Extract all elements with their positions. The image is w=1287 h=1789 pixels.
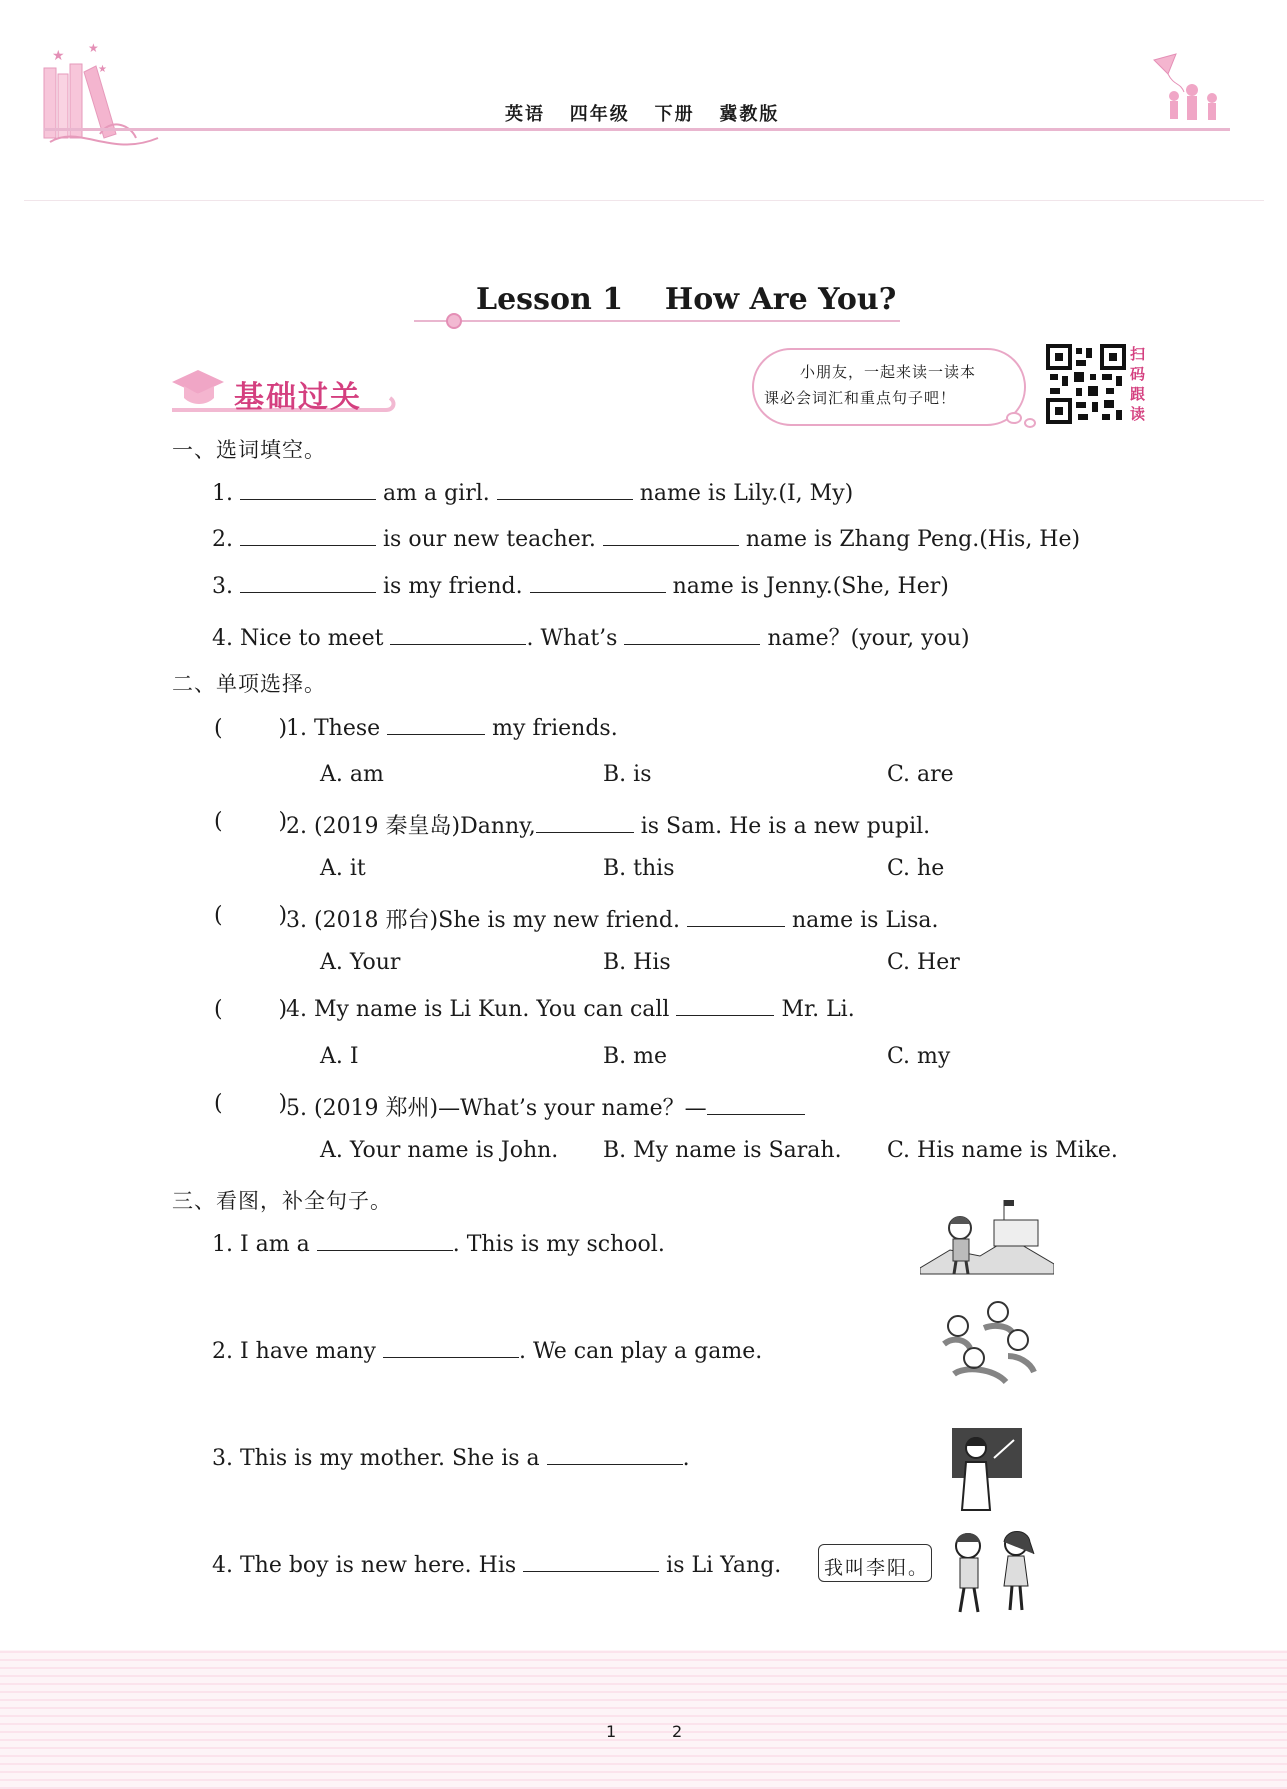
answer-blank (676, 1014, 774, 1016)
option-c[interactable]: C. His name is Mike. (887, 1138, 1118, 1163)
part3-item-3: 3. This is my mother. She is a . (212, 1446, 690, 1471)
bubble-tail (1006, 412, 1022, 424)
svg-text:★: ★ (52, 48, 65, 64)
answer-blank (687, 925, 785, 927)
answer-paren[interactable]: ( ) (214, 903, 288, 928)
boy-at-school-picture (920, 1198, 1054, 1278)
page-number-right: 2 (672, 1722, 683, 1741)
speech-bubble-text: 我叫李阳。 (824, 1557, 930, 1579)
answer-blank[interactable] (383, 1356, 519, 1358)
answer-blank[interactable] (523, 1570, 659, 1572)
answer-blank[interactable] (624, 643, 760, 645)
header-title: 英语 四年级 下册 冀教版 (505, 104, 780, 125)
header-books-decoration (40, 38, 170, 150)
answer-blank[interactable] (603, 544, 739, 546)
answer-blank[interactable] (530, 591, 666, 593)
option-b[interactable]: B. His (603, 950, 671, 975)
title-dot (446, 313, 462, 329)
page-number-left: 1 (606, 1722, 617, 1741)
bubble-text-line1: 小朋友，一起来读一读本 (800, 363, 977, 381)
part3-heading: 三、看图，补全句子。 (172, 1189, 392, 1213)
answer-blank[interactable] (240, 591, 376, 593)
part1-heading: 一、选词填空。 (172, 438, 326, 462)
boy-and-girl-picture (936, 1528, 1046, 1618)
option-a[interactable]: A. it (320, 856, 366, 881)
part2-heading: 二、单项选择。 (172, 672, 326, 696)
question-5-stem: 5. (2019 郑州)—What’s your name？— (286, 1091, 805, 1122)
svg-text:★: ★ (98, 64, 107, 75)
teacher-at-blackboard-picture (950, 1426, 1024, 1512)
header-rule (44, 128, 1230, 131)
page-footer (0, 1650, 1287, 1789)
bubble-tail (1024, 418, 1036, 428)
page-top-rule (24, 200, 1264, 201)
question-1-stem: 1. These my friends. (286, 716, 618, 741)
option-c[interactable]: C. Her (887, 950, 960, 975)
answer-blank (387, 733, 485, 735)
answer-blank (707, 1113, 805, 1115)
option-b[interactable]: B. this (603, 856, 675, 881)
option-b[interactable]: B. me (603, 1044, 668, 1069)
part3-item-2: 2. I have many . We can play a game. (212, 1339, 763, 1364)
option-c[interactable]: C. my (887, 1044, 951, 1069)
option-b[interactable]: B. is (603, 762, 652, 787)
svg-text:★: ★ (88, 41, 99, 55)
question-2-stem: 2. (2019 秦皇岛)Danny, is Sam. He is a new pupil. (286, 814, 931, 839)
answer-paren[interactable]: ( ) (214, 997, 288, 1022)
answer-blank[interactable] (497, 498, 633, 500)
qr-label: 扫码跟读 (1130, 345, 1146, 423)
option-c[interactable]: C. are (887, 762, 954, 787)
part1-item-4: 4. Nice to meet . What’s name？(your, you) (212, 626, 970, 651)
answer-paren[interactable]: ( ) (214, 1091, 288, 1116)
option-c[interactable]: C. he (887, 856, 945, 881)
answer-blank[interactable] (240, 498, 376, 500)
bubble-text-line2: 课必会词汇和重点句子吧！ (764, 389, 957, 407)
children-playing-picture (934, 1296, 1044, 1392)
answer-blank[interactable] (547, 1463, 683, 1465)
title-underline (414, 320, 900, 322)
part1-item-2: 2. is our new teacher. name is Zhang Peng.(His, He) (212, 527, 1081, 552)
header-kids-kite-icon (1150, 52, 1230, 132)
answer-paren[interactable]: ( ) (214, 716, 288, 741)
part3-item-1: 1. I am a . This is my school. (212, 1232, 665, 1257)
part1-item-1: 1. am a girl. name is Lily.(I, My) (212, 481, 854, 506)
answer-blank[interactable] (317, 1249, 453, 1251)
option-a[interactable]: A. Your (320, 950, 401, 975)
question-3-stem: 3. (2018 邢台)She is my new friend. name is Lisa. (286, 908, 939, 933)
part1-item-3: 3. is my friend. name is Jenny.(She, Her) (212, 574, 949, 599)
part3-item-4: 4. The boy is new here. His is Li Yang. (212, 1553, 782, 1578)
answer-paren[interactable]: ( ) (214, 809, 288, 834)
lesson-title: Lesson 1 How Are You? (476, 282, 897, 317)
qr-code-icon[interactable] (1046, 344, 1126, 424)
section-badge: 基础过关 (234, 380, 362, 415)
answer-blank (536, 831, 634, 833)
option-b[interactable]: B. My name is Sarah. (603, 1138, 842, 1163)
option-a[interactable]: A. I (320, 1044, 359, 1069)
question-4-stem: 4. My name is Li Kun. You can call Mr. Li. (286, 997, 855, 1022)
answer-blank[interactable] (390, 643, 526, 645)
option-a[interactable]: A. Your name is John. (320, 1138, 559, 1163)
answer-blank[interactable] (240, 544, 376, 546)
option-a[interactable]: A. am (320, 762, 384, 787)
